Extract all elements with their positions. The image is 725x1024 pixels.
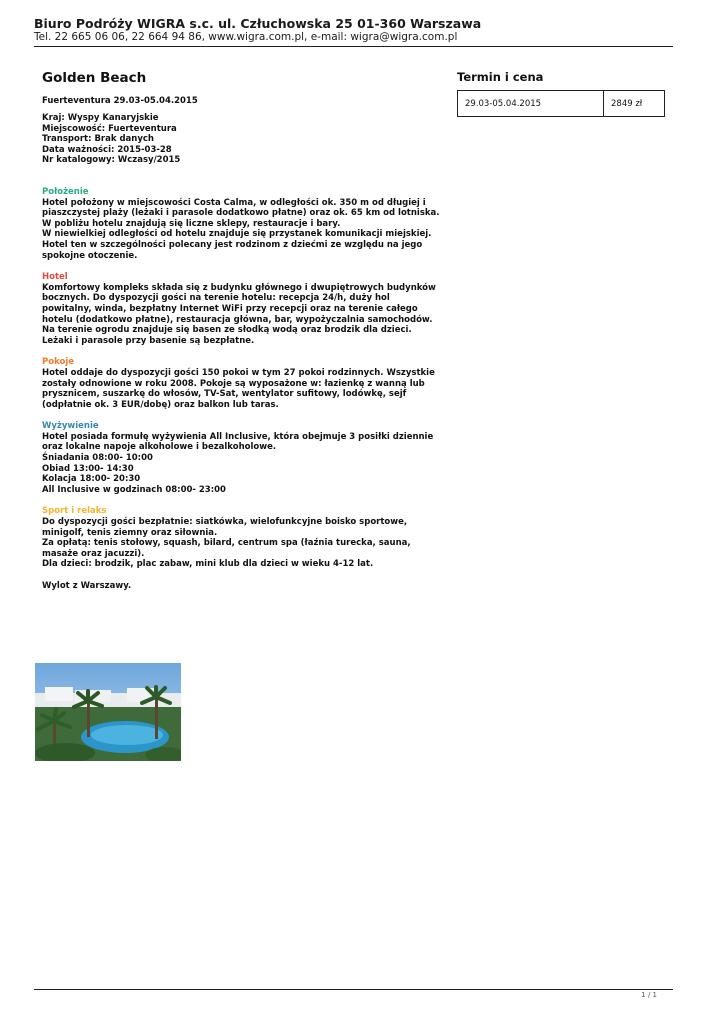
price-table [457,90,665,117]
price-date-cell: 29.03-05.04.2015 [458,91,604,116]
hotel-photo [35,663,181,761]
section-text: Hotel oddaje do dyspozycji gości 150 pokoi w tym 27 pokoi rodzinnych. Wszystkie zostały odnowione w roku 2008. Pokoje są wyposażone w: łazienkę z wanną lub prysznicem, suszarkę do włosów, TV-Sat, wentylator sufitowy, lodówkę, sejf (odpłatnie ok. 3 EUR/dobę) oraz balkon lub taras. [42,367,435,410]
offer-subtitle: Fuerteventura 29.03-05.04.2015 [42,96,198,106]
section-heading: Położenie [42,187,89,197]
offer-details [42,113,180,166]
section-text: Hotel położony w miejscowości Costa Calma, w odległości ok. 350 m od długiej i piaszczystej plaży (leżaki i parasole dodatkowo płatne) oraz ok. 65 km od lotniska. W pobliżu hotelu znajdują się liczne sklepy, restauracje i bary. W niewielkiej odległości od hotelu znajduje się przystanek komunikacji miejskiej. Hotel ten w szczególności polecany jest rodzinom z dziećmi ze względu na jego spokojne otoczenie. [42,197,440,261]
company-name: Biuro Podróży WIGRA s.c. ul. Człuchowska 25 01-360 Warszawa [34,16,482,31]
section-location [42,187,452,261]
price-heading: Termin i cena [457,70,544,84]
section-heading: Wyżywienie [42,421,99,432]
footer-divider [34,989,673,990]
detail-transport: Transport: Brak danych [42,134,154,145]
section-heading: Pokoje [42,357,75,368]
detail-country: Kraj: Wyspy Kanaryjskie [42,113,159,123]
detail-catalog-number: Nr katalogowy: Wczasy/2015 [42,155,181,166]
departure-note: Wylot z Warszawy. [42,581,132,591]
section-rooms [42,357,452,410]
section-food [42,421,452,495]
offer-sections [42,187,452,592]
detail-location: Miejscowość: Fuerteventura [42,123,177,134]
company-contact: Tel. 22 665 06 06, 22 664 94 86, www.wigra.com.pl, e-mail: wigra@wigra.com.pl [34,31,458,43]
section-text: Komfortowy kompleks składa się z budynku głównego i dwupiętrowych budynków bocznych. Do dyspozycji gości na terenie hotelu: recepcja 24/h, duży hol powitalny, winda, bezpłatny Internet WiFi przy recepcji oraz na terenie całego hotelu (dodatkowo płatne), restauracja główna, bar, wypożyczalnia samochodów. Na terenie ogrodu znajduje się basen ze słodką wodą oraz brodzik dla dzieci. Leżaki i parasole przy basenie są bezpłatne. [42,282,436,346]
section-hotel [42,272,452,346]
section-sport [42,506,452,570]
section-heading: Sport i relaks [42,506,107,517]
page-number: 1 / 1 [641,991,657,999]
detail-valid-date: Data ważności: 2015-03-28 [42,144,172,155]
section-text: Do dyspozycji gości bezpłatnie: siatkówka, wielofunkcyjne boisko sportowe, minigolf, tenis ziemny oraz siłownia. Za opłatą: tenis stołowy, squash, bilard, centrum spa (łaźnia turecka, sauna, masaże oraz jacuzzi). Dla dzieci: brodzik, plac zabaw, mini klub dla dzieci w wieku 4-12 lat. [42,517,411,570]
section-text: Hotel posiada formułę wyżywienia All Inclusive, która obejmuje 3 posiłki dziennie oraz lokalne napoje alkoholowe i bezalkoholowe. Śniadania 08:00- 10:00 Obiad 13:00- 14:30 Kolacja 18:00- 20:30 All Inclusive w godzinach 08:00- 23:00 [42,431,434,495]
offer-title: Golden Beach [42,70,147,86]
section-heading: Hotel [42,272,68,283]
price-amount-cell: 2849 zł [611,98,643,109]
header-divider [34,46,673,47]
